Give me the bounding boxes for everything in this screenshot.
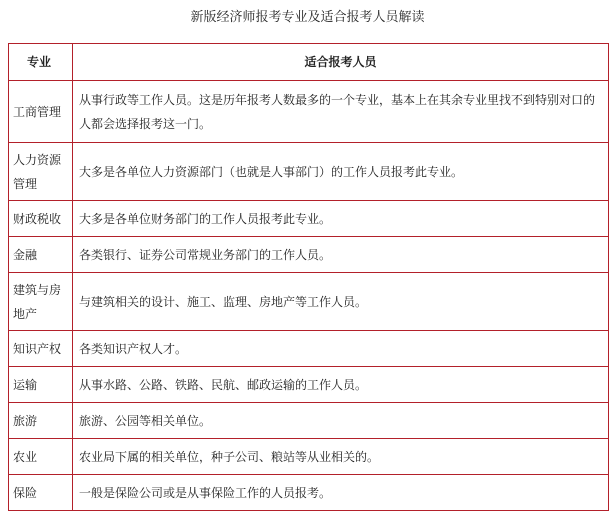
major-cell: 知识产权 xyxy=(9,331,73,367)
description-cell: 大多是各单位人力资源部门（也就是人事部门）的工作人员报考此专业。 xyxy=(73,143,609,201)
page-title: 新版经济师报考专业及适合报考人员解读 xyxy=(190,10,425,25)
table-row xyxy=(9,143,609,201)
table-header-row xyxy=(9,44,609,81)
description-cell: 各类银行、证券公司常规业务部门的工作人员。 xyxy=(73,237,609,273)
major-cell: 运输 xyxy=(9,367,73,403)
description-cell: 与建筑相关的设计、施工、监理、房地产等工作人员。 xyxy=(73,273,609,331)
major-cell: 财政税收 xyxy=(9,201,73,237)
description-cell: 一般是保险公司或是从事保险工作的人员报考。 xyxy=(73,475,609,511)
description-cell: 从事水路、公路、铁路、民航、邮政运输的工作人员。 xyxy=(73,367,609,403)
description-cell: 各类知识产权人才。 xyxy=(73,331,609,367)
table-row xyxy=(9,475,609,511)
majors-table xyxy=(8,43,609,511)
column-header-major: 专业 xyxy=(9,44,73,81)
major-cell: 旅游 xyxy=(9,403,73,439)
major-cell: 建筑与房地产 xyxy=(9,273,73,331)
table-row xyxy=(9,201,609,237)
description-cell: 旅游、公园等相关单位。 xyxy=(73,403,609,439)
table-row xyxy=(9,81,609,143)
description-cell: 大多是各单位财务部门的工作人员报考此专业。 xyxy=(73,201,609,237)
description-cell: 农业局下属的相关单位，种子公司、粮站等从业相关的。 xyxy=(73,439,609,475)
table-row xyxy=(9,367,609,403)
table-container xyxy=(8,43,608,511)
major-cell: 农业 xyxy=(9,439,73,475)
table-row xyxy=(9,439,609,475)
table-row xyxy=(9,403,609,439)
table-row xyxy=(9,331,609,367)
major-cell: 保险 xyxy=(9,475,73,511)
major-cell: 人力资源管理 xyxy=(9,143,73,201)
major-cell: 金融 xyxy=(9,237,73,273)
table-row xyxy=(9,273,609,331)
major-cell: 工商管理 xyxy=(9,81,73,143)
description-cell: 从事行政等工作人员。这是历年报考人数最多的一个专业，基本上在其余专业里找不到特别对口的人都会选择报考这一门。 xyxy=(73,81,609,143)
table-row xyxy=(9,237,609,273)
column-header-suitable: 适合报考人员 xyxy=(73,44,609,81)
